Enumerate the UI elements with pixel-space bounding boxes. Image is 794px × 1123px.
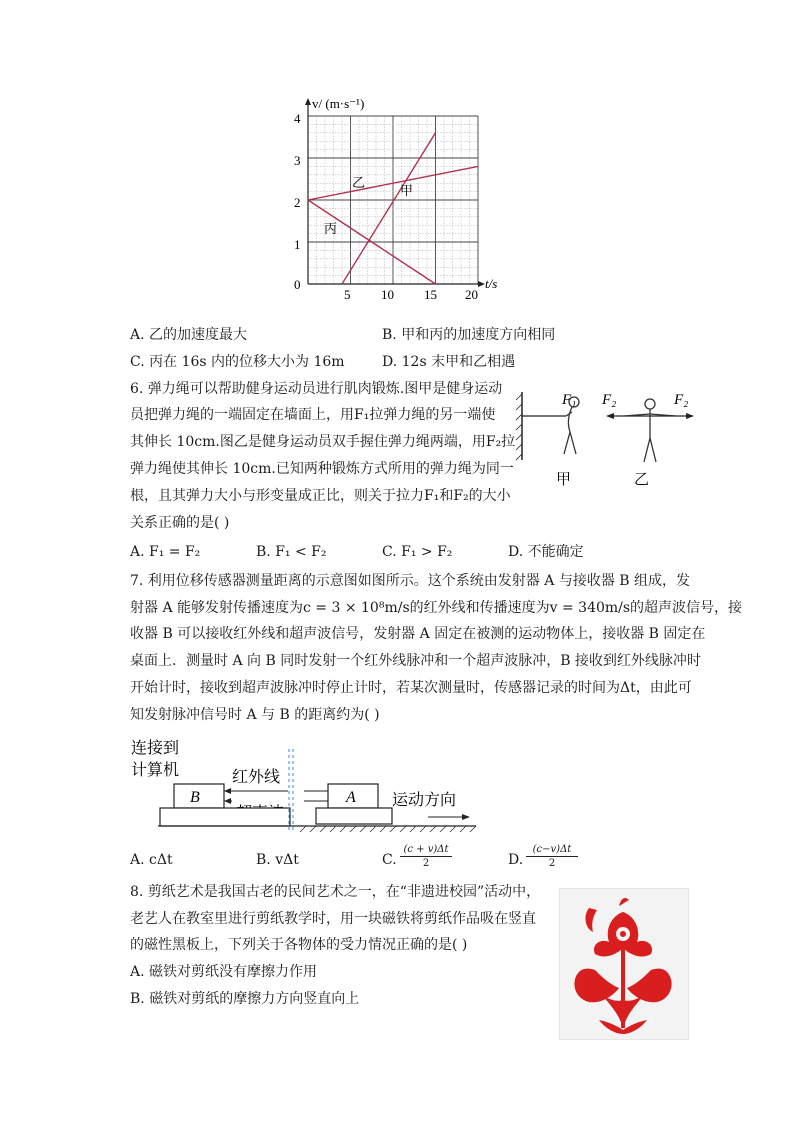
- force-label-f1: F₁: [562, 392, 577, 408]
- q7-option-a: A. cΔt: [130, 852, 173, 868]
- series-label-bing: 丙: [324, 221, 338, 236]
- x-axis-arrow: [478, 281, 485, 287]
- q6-option-a: A. F₁ = F₂: [130, 544, 201, 560]
- q5-option-a: A. 乙的加速度最大: [130, 327, 248, 343]
- q6-option-c: C. F₁ > F₂: [382, 544, 453, 560]
- q7-text-line: 桌面上．测量时 A 向 B 同时发射一个红外线脉冲和一个超声波脉冲，B 接收到红外线脉冲时: [130, 653, 701, 669]
- q6-text-line: 其伸长 10cm.图乙是健身运动员双手握住弹力绳两端，用F₂拉: [130, 434, 516, 450]
- q7-text-line: 开始计时，接收到超声波脉冲时停止计时，若某次测量时，传感器记录的时间为Δt，由此可: [130, 680, 692, 696]
- graph-grid: [308, 116, 478, 284]
- q8-option-a: A. 磁铁对剪纸没有摩擦力作用: [130, 964, 318, 980]
- fraction-denominator: 2: [422, 858, 430, 869]
- q7-text-line: 7. 利用位移传感器测量距离的示意图如图所示。这个系统由发射器 A 与接收器 B 组成，发: [130, 573, 691, 589]
- q7-text-line: 收器 B 可以接收红外线和超声波信号，发射器 A 固定在被测的运动物体上，接收器 B 固定在: [130, 626, 706, 642]
- label-connect-line1: 连接到: [131, 740, 180, 757]
- q7-option-d: D.: [508, 852, 524, 868]
- x-tick-label: 10: [381, 287, 394, 302]
- wall-hatching: [516, 394, 522, 460]
- force-label-f2-left: F₂: [602, 392, 617, 408]
- y-axis-arrow: [305, 98, 311, 105]
- receiver-b-label: B: [190, 789, 200, 806]
- q7-text-line: 射器 A 能够发射传播速度为c = 3 × 10⁸m/s的红外线和传播速度为v = 340m/s的超声波信号，接: [130, 600, 743, 616]
- q7-option-d-fraction: [526, 843, 578, 870]
- arrow-left: [606, 413, 614, 419]
- emitter-a-label: A: [346, 789, 356, 806]
- q8-option-b: B. 磁铁对剪纸的摩擦力方向竖直向上: [130, 991, 360, 1007]
- q6-text-line: 弹力绳使其伸长 10cm.已知两种锻炼方式所用的弹力绳为同一: [130, 461, 514, 477]
- athlete-yi: [624, 399, 676, 462]
- y-tick-label: 1: [294, 237, 301, 252]
- q6-text-line: 关系正确的是( ): [130, 515, 230, 531]
- x-axis-label: t/s: [485, 276, 498, 291]
- q8-text-line: 8. 剪纸艺术是我国古老的民间艺术之一，在“非遗进校园”活动中，: [130, 884, 541, 900]
- arrow-right: [686, 413, 694, 419]
- series-label-jia: 甲: [400, 183, 414, 198]
- cart-a: [316, 808, 392, 824]
- y-tick-label: 3: [294, 153, 301, 168]
- y-tick-label: 4: [294, 111, 301, 126]
- q8-text-line: 老艺人在教室里进行剪纸教学时，用一块磁铁将剪纸作品吸在竖直: [130, 911, 536, 927]
- q7-figure: [128, 733, 478, 838]
- ground-hatching: [300, 826, 476, 832]
- q6-figure: [514, 384, 704, 494]
- q7-option-c: C.: [382, 852, 397, 868]
- fraction-numerator: (c−v)Δt: [526, 843, 578, 857]
- q7-option-c-fraction: [400, 843, 452, 870]
- q6-text-line: 员把弹力绳的一端固定在墙面上，用F₁拉弹力绳的另一端使: [130, 407, 496, 423]
- direction-arrow-head: [462, 814, 470, 820]
- fraction-numerator: (c + v)Δt: [400, 843, 452, 857]
- q5-option-d: D. 12s 末甲和乙相遇: [382, 354, 516, 370]
- label-connect-line2: 计算机: [131, 762, 180, 779]
- figure-label-jia: 甲: [556, 472, 572, 488]
- q5-option-b: B. 甲和丙的加速度方向相同: [382, 327, 556, 343]
- label-direction: 运动方向: [392, 792, 457, 809]
- label-infrared: 红外线: [232, 769, 281, 786]
- desk-left: [160, 808, 290, 826]
- q6-option-d: D. 不能确定: [508, 544, 584, 560]
- arrow-infrared-head: [224, 788, 231, 794]
- fraction-denominator: 2: [548, 858, 556, 869]
- x-tick-label: 15: [424, 287, 437, 302]
- figure-label-yi: 乙: [634, 472, 650, 488]
- arrow-ultrasound-head: [224, 798, 231, 804]
- y-tick-label: 2: [294, 195, 301, 210]
- q5-option-c: C. 丙在 16s 内的位移大小为 16m: [130, 354, 345, 370]
- q7-text-line: 知发射脉冲信号时 A 与 B 的距离约为( ): [130, 707, 380, 723]
- paper-cut-image: [559, 888, 689, 1040]
- y-axis-label: v/ (m·s⁻¹): [312, 96, 365, 111]
- y-tick-label: 0: [294, 277, 301, 292]
- x-tick-label: 20: [465, 287, 478, 302]
- q6-text-line: 6. 弹力绳可以帮助健身运动员进行肌肉锻炼.图甲是健身运动: [130, 381, 503, 397]
- q6-option-b: B. F₁ < F₂: [256, 544, 327, 560]
- velocity-time-graph: [280, 90, 520, 302]
- q8-text-line: 的磁性黑板上，下列关于各物体的受力情况正确的是( ): [130, 937, 468, 953]
- force-label-f2-right: F₂: [674, 392, 689, 408]
- q7-option-b: B. vΔt: [256, 852, 299, 868]
- q6-text-line: 根，且其弹力大小与形变量成正比，则关于拉力F₁和F₂的大小: [130, 488, 511, 504]
- series-label-yi: 乙: [352, 175, 366, 190]
- x-tick-label: 5: [344, 287, 351, 302]
